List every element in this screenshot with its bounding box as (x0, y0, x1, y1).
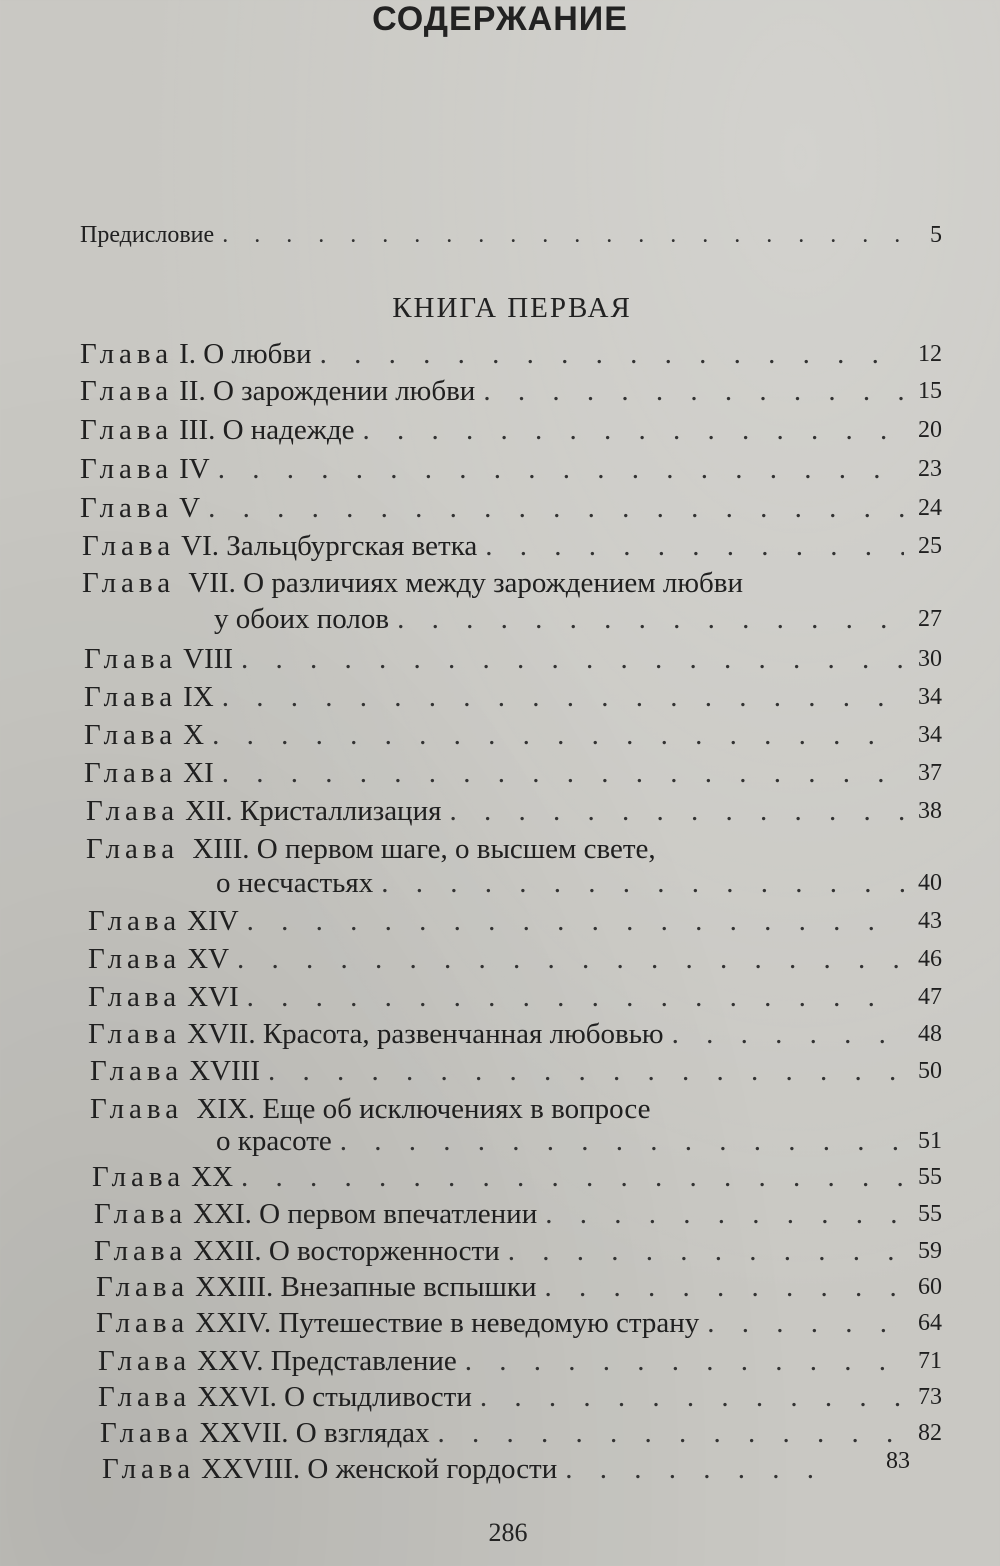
chapter-title-continuation: о красоте (216, 1125, 332, 1157)
chapter-page-number: 83 (886, 1448, 910, 1474)
chapter-page-number: 60 (918, 1274, 942, 1300)
chapter-word: Глава (84, 681, 178, 713)
page-title: СОДЕРЖАНИЕ (372, 0, 628, 38)
dot-leader (222, 680, 904, 714)
chapter-word: Глава (102, 1453, 196, 1485)
chapter-word: Глава (92, 1161, 186, 1193)
toc-row-first-line (86, 832, 656, 866)
chapter-word: Глава (84, 643, 178, 675)
chapter-title: IV (179, 453, 210, 485)
chapter-title: XI (183, 757, 214, 789)
toc-row (84, 718, 942, 752)
dot-leader (672, 1017, 904, 1051)
dot-leader (545, 1270, 905, 1304)
chapter-title: XXVII. О взглядах (199, 1417, 430, 1449)
chapter-title: XXVI. О стыдливости (197, 1381, 472, 1413)
toc-row (214, 602, 942, 636)
chapter-title: II. О зарождении любви (179, 375, 476, 407)
chapter-word: Глава (80, 414, 174, 446)
chapter-title: XII. Кристаллизация (185, 795, 442, 827)
chapter-title-continuation: о несчастьях (216, 867, 374, 899)
chapter-word: Глава (80, 492, 174, 524)
dot-leader (437, 1416, 904, 1450)
toc-row (100, 1416, 942, 1450)
chapter-word: Глава (86, 795, 180, 827)
toc-row (96, 1270, 942, 1304)
chapter-title: XIII. О первом шаге, о высшем свете, (192, 833, 656, 865)
preface-label: Предисловие (80, 222, 215, 248)
toc-row (84, 642, 942, 676)
chapter-title: XIX. Еще об исключениях в вопросе (196, 1093, 651, 1125)
chapter-page-number: 40 (918, 870, 942, 896)
chapter-title: I. О любви (179, 338, 312, 370)
chapter-word: Глава (82, 530, 176, 562)
chapter-title: XXIV. Путешествие в неведомую страну (195, 1307, 700, 1339)
toc-row-preface (80, 218, 942, 252)
toc-row (84, 756, 942, 790)
chapter-title: VII. О различиях между зарождением любви (188, 567, 743, 599)
toc-row (84, 680, 942, 714)
chapter-title: XXI. О первом впечатлении (193, 1198, 538, 1230)
chapter-title: X (183, 719, 205, 751)
dot-leader (320, 337, 904, 371)
toc-row (90, 1054, 942, 1088)
preface-page-number: 5 (930, 222, 942, 248)
toc-row (88, 942, 942, 976)
dot-leader (483, 374, 904, 408)
toc-row (98, 1380, 942, 1414)
chapter-word: Глава (82, 567, 176, 599)
chapter-word: Глава (88, 943, 182, 975)
chapter-word: Глава (90, 1055, 184, 1087)
chapter-page-number: 34 (918, 684, 942, 710)
chapter-page-number: 48 (918, 1021, 942, 1047)
chapter-page-number: 37 (918, 760, 942, 786)
chapter-page-number: 47 (918, 984, 942, 1010)
toc-row (80, 491, 942, 525)
dot-leader (268, 1054, 904, 1088)
chapter-word: Глава (84, 757, 178, 789)
chapter-page-number: 50 (918, 1058, 942, 1084)
dot-leader (241, 642, 904, 676)
dot-leader (362, 413, 904, 447)
dot-leader (247, 904, 904, 938)
chapter-page-number: 20 (918, 417, 942, 443)
dot-leader (212, 718, 904, 752)
toc-row (102, 1452, 824, 1486)
chapter-title: XVII. Красота, развенчанная любовью (187, 1018, 664, 1050)
toc-row (94, 1197, 942, 1231)
chapter-title: III. О надежде (179, 414, 355, 446)
toc-row (88, 904, 942, 938)
chapter-title: XXV. Представление (197, 1345, 457, 1377)
dot-leader (218, 452, 904, 486)
toc-row (216, 1124, 942, 1158)
toc-row (80, 337, 942, 371)
chapter-page-number: 25 (918, 533, 942, 559)
chapter-title: XVIII (189, 1055, 260, 1087)
dot-leader (381, 866, 904, 900)
chapter-title: XX (191, 1161, 234, 1193)
chapter-word: Глава (88, 1018, 182, 1050)
chapter-page-number: 51 (918, 1128, 942, 1154)
dot-leader (237, 942, 904, 976)
dot-leader (247, 980, 904, 1014)
dot-leader (340, 1124, 904, 1158)
dot-leader (222, 756, 904, 790)
chapter-page-number: 34 (918, 722, 942, 748)
chapter-page-number: 15 (918, 378, 942, 404)
chapter-page-number: 23 (918, 456, 942, 482)
page-number: 286 (488, 1518, 528, 1547)
toc-row-first-line (90, 1092, 650, 1126)
chapter-word: Глава (90, 1093, 184, 1125)
chapter-word: Глава (96, 1271, 190, 1303)
toc-row (96, 1306, 942, 1340)
dot-leader (545, 1197, 904, 1231)
chapter-page-number: 64 (918, 1310, 942, 1336)
chapter-title-continuation: у обоих полов (214, 603, 390, 635)
chapter-page-number: 55 (918, 1201, 942, 1227)
chapter-page-number: 59 (918, 1238, 942, 1264)
chapter-word: Глава (84, 719, 178, 751)
chapter-word: Глава (80, 453, 174, 485)
chapter-page-number: 82 (918, 1420, 942, 1446)
toc-row (94, 1234, 942, 1268)
chapter-title: V (179, 492, 201, 524)
chapter-title: XXIII. Внезапные вспышки (195, 1271, 537, 1303)
chapter-word: Глава (94, 1235, 188, 1267)
dot-leader (222, 218, 904, 252)
chapter-title: XXVIII. О женской гордости (201, 1453, 558, 1485)
chapter-word: Глава (98, 1381, 192, 1413)
chapter-title: XVI (187, 981, 239, 1013)
dot-leader (397, 602, 904, 636)
section-heading: КНИГА ПЕРВАЯ (392, 292, 632, 324)
chapter-title: VIII (183, 643, 234, 675)
toc-row (86, 794, 942, 828)
chapter-page-number: 43 (918, 908, 942, 934)
chapter-title: VI. Зальцбургская ветка (181, 530, 478, 562)
chapter-page-number: 73 (918, 1384, 942, 1410)
toc-row (98, 1344, 942, 1378)
toc-row (80, 452, 942, 486)
toc-row (80, 374, 942, 408)
toc-row (80, 413, 942, 447)
toc-row (92, 1160, 942, 1194)
dot-leader (449, 794, 904, 828)
toc-row (216, 866, 942, 900)
chapter-word: Глава (94, 1198, 188, 1230)
chapter-word: Глава (96, 1307, 190, 1339)
chapter-word: Глава (88, 905, 182, 937)
chapter-word: Глава (100, 1417, 194, 1449)
chapter-title: IX (183, 681, 214, 713)
chapter-title: XXII. О восторженности (193, 1235, 500, 1267)
toc-row-first-line (82, 566, 743, 600)
chapter-word: Глава (98, 1345, 192, 1377)
chapter-word: Глава (80, 375, 174, 407)
chapter-page-number: 38 (918, 798, 942, 824)
chapter-page-number: 27 (918, 606, 942, 632)
chapter-page-number: 55 (918, 1164, 942, 1190)
chapter-word: Глава (86, 833, 180, 865)
chapter-page-number: 24 (918, 495, 942, 521)
chapter-word: Глава (88, 981, 182, 1013)
dot-leader (208, 491, 904, 525)
chapter-word: Глава (80, 338, 174, 370)
dot-leader (707, 1306, 904, 1340)
dot-leader (241, 1160, 904, 1194)
dot-leader (480, 1380, 904, 1414)
dot-leader (508, 1234, 904, 1268)
toc-row (82, 529, 942, 563)
chapter-page-number: 12 (918, 341, 942, 367)
chapter-page-number: 46 (918, 946, 942, 972)
toc-row (88, 980, 942, 1014)
chapter-page-number: 30 (918, 646, 942, 672)
chapter-title: XIV (187, 905, 239, 937)
chapter-page-number: 71 (918, 1348, 942, 1374)
chapter-title: XV (187, 943, 230, 975)
dot-leader (565, 1452, 816, 1486)
toc-row (88, 1017, 942, 1051)
dot-leader (485, 529, 904, 563)
dot-leader (465, 1344, 904, 1378)
